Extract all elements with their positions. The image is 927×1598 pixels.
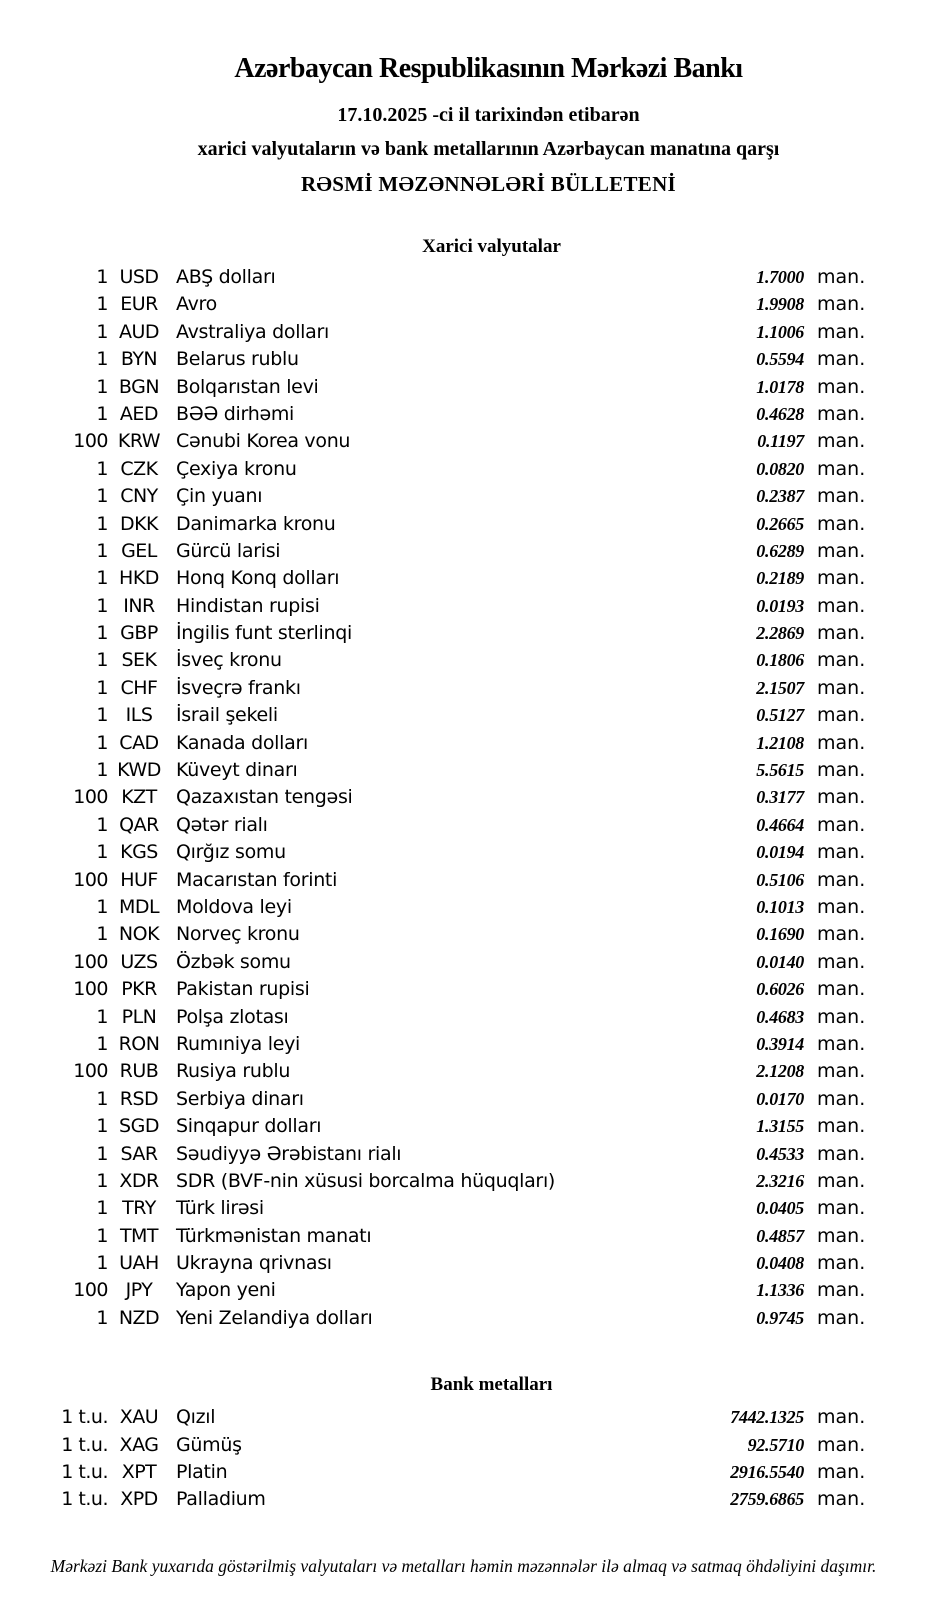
quantity-value: 100	[73, 978, 108, 1001]
rate-value: 2759.6865	[730, 1489, 804, 1510]
quantity-value: 1	[96, 895, 108, 918]
currency-code: GBP	[120, 622, 158, 645]
quantity-value: 1	[96, 1169, 108, 1192]
currency-name: Gümüş	[176, 1433, 242, 1456]
currency-name: Polşa zlotası	[176, 1005, 289, 1028]
currency-code: PKR	[121, 978, 157, 1001]
unit-label: man.	[817, 676, 866, 699]
rate-row	[57, 702, 866, 729]
rate-row	[57, 456, 866, 483]
currency-name: Kanada dolları	[176, 731, 308, 754]
quantity-value: 100	[73, 868, 108, 891]
bank-name-title: Azərbaycan Respublikasının Mərkəzi Bankı	[234, 53, 743, 84]
unit-label: man.	[817, 512, 866, 535]
quantity-value: 100	[73, 786, 108, 809]
rate-row	[57, 374, 866, 401]
currency-name: Honq Konq dolları	[176, 567, 340, 590]
currency-name: Türk lirəsi	[176, 1197, 264, 1220]
quantity-value: 1	[96, 759, 108, 782]
currency-name: Sinqapur dolları	[176, 1115, 322, 1138]
currency-rates-table	[0, 264, 927, 1332]
rate-row	[57, 319, 866, 346]
rate-row	[57, 511, 866, 538]
currency-code: NZD	[118, 1306, 160, 1329]
unit-label: man.	[817, 978, 866, 1001]
unit-label: man.	[817, 1169, 866, 1192]
rate-row	[57, 1195, 866, 1222]
rate-row	[57, 675, 866, 702]
unit-label: man.	[817, 375, 866, 398]
unit-label: man.	[817, 1252, 866, 1275]
rate-value: 92.5710	[747, 1434, 804, 1455]
currency-code: MDL	[118, 895, 160, 918]
bulletin-header	[0, 0, 927, 198]
unit-label: man.	[817, 950, 866, 973]
quantity-value: 1	[96, 1115, 108, 1138]
currency-name: İngilis funt sterlinqi	[176, 622, 352, 645]
quantity-value: 1	[96, 1142, 108, 1165]
currency-code: BGN	[118, 375, 160, 398]
unit-label: man.	[817, 293, 866, 316]
rate-row	[57, 784, 866, 811]
quantity-value: 1	[96, 841, 108, 864]
currency-code: HKD	[119, 567, 159, 590]
unit-label: man.	[817, 539, 866, 562]
currency-code: USD	[119, 266, 159, 288]
currency-code: ILS	[125, 704, 153, 727]
currency-code: HUF	[120, 868, 158, 891]
quantity-value: 1	[96, 402, 108, 425]
unit-label: man.	[817, 594, 866, 617]
rate-value: 1.3155	[756, 1116, 804, 1137]
currency-name: Pakistan rupisi	[176, 978, 310, 1001]
unit-label: man.	[817, 868, 866, 891]
currency-code: KRW	[117, 430, 161, 453]
currency-code: CNY	[120, 485, 158, 508]
currency-code: UAH	[119, 1252, 159, 1275]
quantity-value: 1	[96, 1032, 108, 1055]
rate-row	[57, 1168, 866, 1195]
unit-label: man.	[817, 1488, 866, 1511]
rate-value: 0.2189	[756, 568, 804, 589]
unit-label: man.	[817, 704, 866, 727]
unit-label: man.	[817, 266, 866, 288]
unit-label: man.	[817, 1087, 866, 1110]
currency-code: CAD	[119, 731, 159, 754]
currency-name: Rusiya rublu	[176, 1060, 291, 1083]
rate-value: 0.5127	[756, 705, 804, 726]
rate-value: 2.1507	[756, 677, 804, 698]
rate-value: 1.7000	[756, 267, 804, 287]
quantity-value: 100	[73, 430, 108, 453]
currency-name: Hindistan rupisi	[176, 594, 320, 617]
unit-label: man.	[817, 841, 866, 864]
currency-name: BƏƏ dirhəmi	[176, 402, 295, 425]
currency-name: Çexiya kronu	[176, 457, 297, 480]
quantity-value: 1 t.u.	[61, 1433, 108, 1456]
quantity-value: 1	[96, 649, 108, 672]
rate-value: 0.1690	[756, 924, 804, 945]
currency-name: Özbək somu	[176, 950, 291, 973]
currency-name: İsveç kronu	[176, 649, 282, 672]
currency-name: Moldova leyi	[176, 895, 292, 918]
quantity-value: 1	[96, 512, 108, 535]
quantity-value: 1	[96, 622, 108, 645]
currency-name: Avstraliya dolları	[176, 320, 329, 343]
rate-value: 0.6026	[756, 979, 804, 1000]
currency-name: Türkmənistan manatı	[176, 1224, 372, 1247]
rate-value: 0.6289	[756, 540, 804, 561]
rate-row	[57, 401, 866, 428]
rate-value: 0.1013	[756, 896, 804, 917]
quantity-value: 1 t.u.	[61, 1406, 108, 1429]
rate-value: 1.1006	[756, 321, 804, 342]
rate-value: 5.5615	[756, 760, 804, 781]
rate-row	[57, 538, 866, 565]
quantity-value: 1	[96, 731, 108, 754]
rate-value: 2.2869	[756, 623, 804, 644]
quantity-value: 100	[73, 950, 108, 973]
unit-label: man.	[817, 786, 866, 809]
rate-row	[57, 483, 866, 510]
rate-row	[57, 565, 866, 592]
unit-label: man.	[817, 759, 866, 782]
currency-name: Ukrayna qrivnası	[176, 1252, 332, 1275]
currency-code: UZS	[120, 950, 158, 973]
rate-value: 0.0170	[756, 1088, 804, 1109]
currency-code: XPD	[120, 1488, 158, 1511]
currency-name: Gürcü larisi	[176, 539, 281, 562]
quantity-value: 1	[96, 375, 108, 398]
unit-label: man.	[817, 895, 866, 918]
quantity-value: 1	[96, 293, 108, 316]
currency-code: GEL	[121, 539, 157, 562]
currency-code: AUD	[118, 320, 160, 343]
rate-row	[57, 976, 866, 1003]
currency-code: NOK	[118, 923, 160, 946]
rate-value: 0.4857	[756, 1225, 804, 1246]
quantity-value: 1	[96, 1005, 108, 1028]
unit-label: man.	[817, 649, 866, 672]
unit-label: man.	[817, 1461, 866, 1484]
currency-name: Belarus rublu	[176, 348, 299, 371]
rate-row	[57, 839, 866, 866]
quantity-value: 1 t.u.	[61, 1461, 108, 1484]
currency-name: İsrail şekeli	[176, 704, 278, 727]
currency-code: EUR	[120, 293, 158, 316]
unit-label: man.	[817, 402, 866, 425]
currency-name: Qətər rialı	[176, 813, 268, 836]
rate-row	[57, 428, 866, 455]
rate-row	[57, 1277, 866, 1304]
section-title-bank-metals: Bank metalları	[430, 1374, 553, 1396]
unit-label: man.	[817, 1197, 866, 1220]
rate-row	[57, 264, 866, 291]
rate-row	[57, 949, 866, 976]
rate-value: 2916.5540	[730, 1462, 804, 1483]
rate-value: 0.0405	[756, 1198, 804, 1219]
currency-code: RUB	[119, 1060, 159, 1083]
rate-row	[57, 1223, 866, 1250]
quantity-value: 100	[73, 1279, 108, 1302]
rate-value: 0.4533	[756, 1143, 804, 1164]
rate-value: 0.0408	[756, 1253, 804, 1274]
rate-value: 0.2665	[756, 513, 804, 534]
currency-name: SDR (BVF-nin xüsusi borcalma hüquqları)	[176, 1169, 556, 1192]
currency-code: TRY	[122, 1197, 156, 1220]
bulletin-title: RƏSMİ MƏZƏNNƏLƏRİ BÜLLETENİ	[300, 172, 677, 196]
currency-name: Palladium	[176, 1488, 266, 1511]
unit-label: man.	[817, 1005, 866, 1028]
currency-name: Avro	[176, 293, 217, 316]
rate-row	[57, 1459, 866, 1486]
unit-label: man.	[817, 457, 866, 480]
rate-row	[57, 757, 866, 784]
currency-code: CZK	[120, 457, 158, 480]
disclaimer-text: Mərkəzi Bank yuxarıda göstərilmiş valyutaları və metalları həmin məzənnələr ilə almaq və satmaq öhdəliyini daşımır.	[50, 1555, 877, 1576]
currency-name: Macarıstan forinti	[176, 868, 338, 891]
unit-label: man.	[817, 813, 866, 836]
quantity-value: 1	[96, 704, 108, 727]
rate-row	[57, 593, 866, 620]
quantity-value: 1	[96, 320, 108, 343]
currency-code: KZT	[121, 786, 157, 809]
rate-value: 0.5594	[756, 349, 804, 370]
rate-value: 0.0194	[756, 842, 804, 863]
metal-rates-table	[0, 1404, 927, 1514]
rate-value: 1.0178	[756, 376, 804, 397]
rate-value: 0.1806	[756, 650, 804, 671]
quantity-value: 1	[96, 1224, 108, 1247]
currency-code: PLN	[121, 1005, 157, 1028]
quantity-value: 1	[96, 1197, 108, 1220]
rate-value: 0.0193	[756, 595, 804, 616]
rate-value: 1.9908	[756, 294, 804, 315]
bulletin-subtitle: xarici valyutaların və bank metallarının Azərbaycan manatına qarşı	[197, 138, 780, 160]
currency-code: DKK	[119, 512, 159, 535]
currency-name: Norveç kronu	[176, 923, 300, 946]
unit-label: man.	[817, 622, 866, 645]
currency-code: TMT	[119, 1224, 159, 1247]
quantity-value: 1	[96, 348, 108, 371]
quantity-value: 1	[96, 539, 108, 562]
unit-label: man.	[817, 430, 866, 453]
currency-name: Rumıniya leyi	[176, 1032, 301, 1055]
quantity-value: 1	[96, 1087, 108, 1110]
currency-code: RON	[118, 1032, 160, 1055]
currency-code: XPT	[121, 1461, 157, 1484]
rate-value: 0.4683	[756, 1006, 804, 1027]
currency-code: XAU	[119, 1406, 159, 1429]
currency-code: INR	[123, 594, 155, 617]
currency-code: SGD	[119, 1115, 159, 1138]
quantity-value: 1	[96, 923, 108, 946]
rate-row	[57, 921, 866, 948]
rate-value: 0.2387	[756, 486, 804, 507]
unit-label: man.	[817, 1306, 866, 1329]
unit-label: man.	[817, 1032, 866, 1055]
currency-name: Qırğız somu	[176, 841, 286, 864]
unit-label: man.	[817, 1279, 866, 1302]
rate-row	[57, 1086, 866, 1113]
unit-label: man.	[817, 348, 866, 371]
quantity-value: 1	[96, 266, 108, 288]
rate-value: 0.4628	[756, 403, 804, 424]
quantity-value: 1	[96, 485, 108, 508]
effective-date-line: 17.10.2025 -ci il tarixindən etibarən	[337, 104, 640, 126]
rate-value: 1.1336	[756, 1280, 804, 1301]
quantity-value: 100	[73, 1060, 108, 1083]
currency-code: BYN	[120, 348, 158, 371]
currency-code: AED	[119, 402, 159, 425]
currency-name: Serbiya dinarı	[176, 1087, 304, 1110]
unit-label: man.	[817, 1406, 866, 1429]
currency-name: Bolqarıstan levi	[176, 375, 319, 398]
rate-value: 0.3914	[756, 1033, 804, 1054]
rate-value: 7442.1325	[730, 1407, 804, 1428]
unit-label: man.	[817, 1224, 866, 1247]
currency-name: ABŞ dolları	[176, 266, 276, 288]
currency-code: XAG	[119, 1433, 159, 1456]
rate-value: 0.5106	[756, 869, 804, 890]
rate-row	[57, 894, 866, 921]
unit-label: man.	[817, 320, 866, 343]
rate-row	[57, 1058, 866, 1085]
rate-row	[57, 1486, 866, 1513]
quantity-value: 1	[96, 1252, 108, 1275]
currency-name: Səudiyyə Ərəbistanı rialı	[176, 1142, 402, 1165]
unit-label: man.	[817, 1115, 866, 1138]
currency-code: SAR	[120, 1142, 158, 1165]
currency-name: Qazaxıstan tengəsi	[176, 786, 353, 809]
unit-label: man.	[817, 567, 866, 590]
unit-label: man.	[817, 731, 866, 754]
unit-label: man.	[817, 1142, 866, 1165]
unit-label: man.	[817, 1060, 866, 1083]
rate-row	[57, 1004, 866, 1031]
rate-row	[57, 867, 866, 894]
rate-row	[57, 1031, 866, 1058]
currency-name: Küveyt dinarı	[176, 759, 298, 782]
currency-name: Yeni Zelandiya dolları	[176, 1306, 373, 1329]
quantity-value: 1	[96, 676, 108, 699]
currency-code: KGS	[120, 841, 158, 864]
rate-value: 0.3177	[756, 787, 804, 808]
rate-row	[57, 1404, 866, 1431]
unit-label: man.	[817, 485, 866, 508]
rate-value: 0.4664	[756, 814, 804, 835]
rate-row	[57, 346, 866, 373]
rate-value: 0.0140	[756, 951, 804, 972]
currency-code: SEK	[121, 649, 157, 672]
quantity-value: 1	[96, 813, 108, 836]
quantity-value: 1	[96, 1306, 108, 1329]
currency-code: XDR	[119, 1169, 159, 1192]
currency-name: Cənubi Korea vonu	[176, 430, 351, 453]
rate-row	[57, 1141, 866, 1168]
rate-row	[57, 647, 866, 674]
rate-value: 0.1197	[757, 431, 804, 452]
rate-row	[57, 1432, 866, 1459]
rate-row	[57, 1250, 866, 1277]
quantity-value: 1	[96, 457, 108, 480]
section-title-foreign-currencies: Xarici valyutalar	[422, 236, 561, 257]
quantity-value: 1	[96, 594, 108, 617]
currency-code: JPY	[125, 1279, 153, 1302]
rate-row	[57, 1305, 866, 1332]
unit-label: man.	[817, 1433, 866, 1456]
rate-row	[57, 1113, 866, 1140]
currency-name: Platin	[176, 1461, 228, 1484]
rate-value: 0.9745	[756, 1307, 804, 1328]
currency-code: QAR	[119, 813, 159, 836]
currency-name: Yapon yeni	[176, 1279, 276, 1302]
rate-row	[57, 730, 866, 757]
currency-code: KWD	[117, 759, 161, 782]
rate-value: 2.3216	[756, 1170, 804, 1191]
quantity-value: 1 t.u.	[61, 1488, 108, 1511]
currency-name: İsveçrə frankı	[176, 676, 301, 699]
rate-row	[57, 620, 866, 647]
rate-row	[57, 812, 866, 839]
rate-value: 1.2108	[756, 732, 804, 753]
currency-code: RSD	[119, 1087, 159, 1110]
rate-value: 0.0820	[756, 458, 804, 479]
currency-name: Çin yuanı	[176, 485, 263, 508]
currency-name: Danimarka kronu	[176, 512, 336, 535]
currency-code: CHF	[120, 676, 158, 699]
quantity-value: 1	[96, 567, 108, 590]
rate-row	[57, 291, 866, 318]
rate-value: 2.1208	[756, 1061, 804, 1082]
unit-label: man.	[817, 923, 866, 946]
currency-name: Qızıl	[176, 1406, 216, 1429]
